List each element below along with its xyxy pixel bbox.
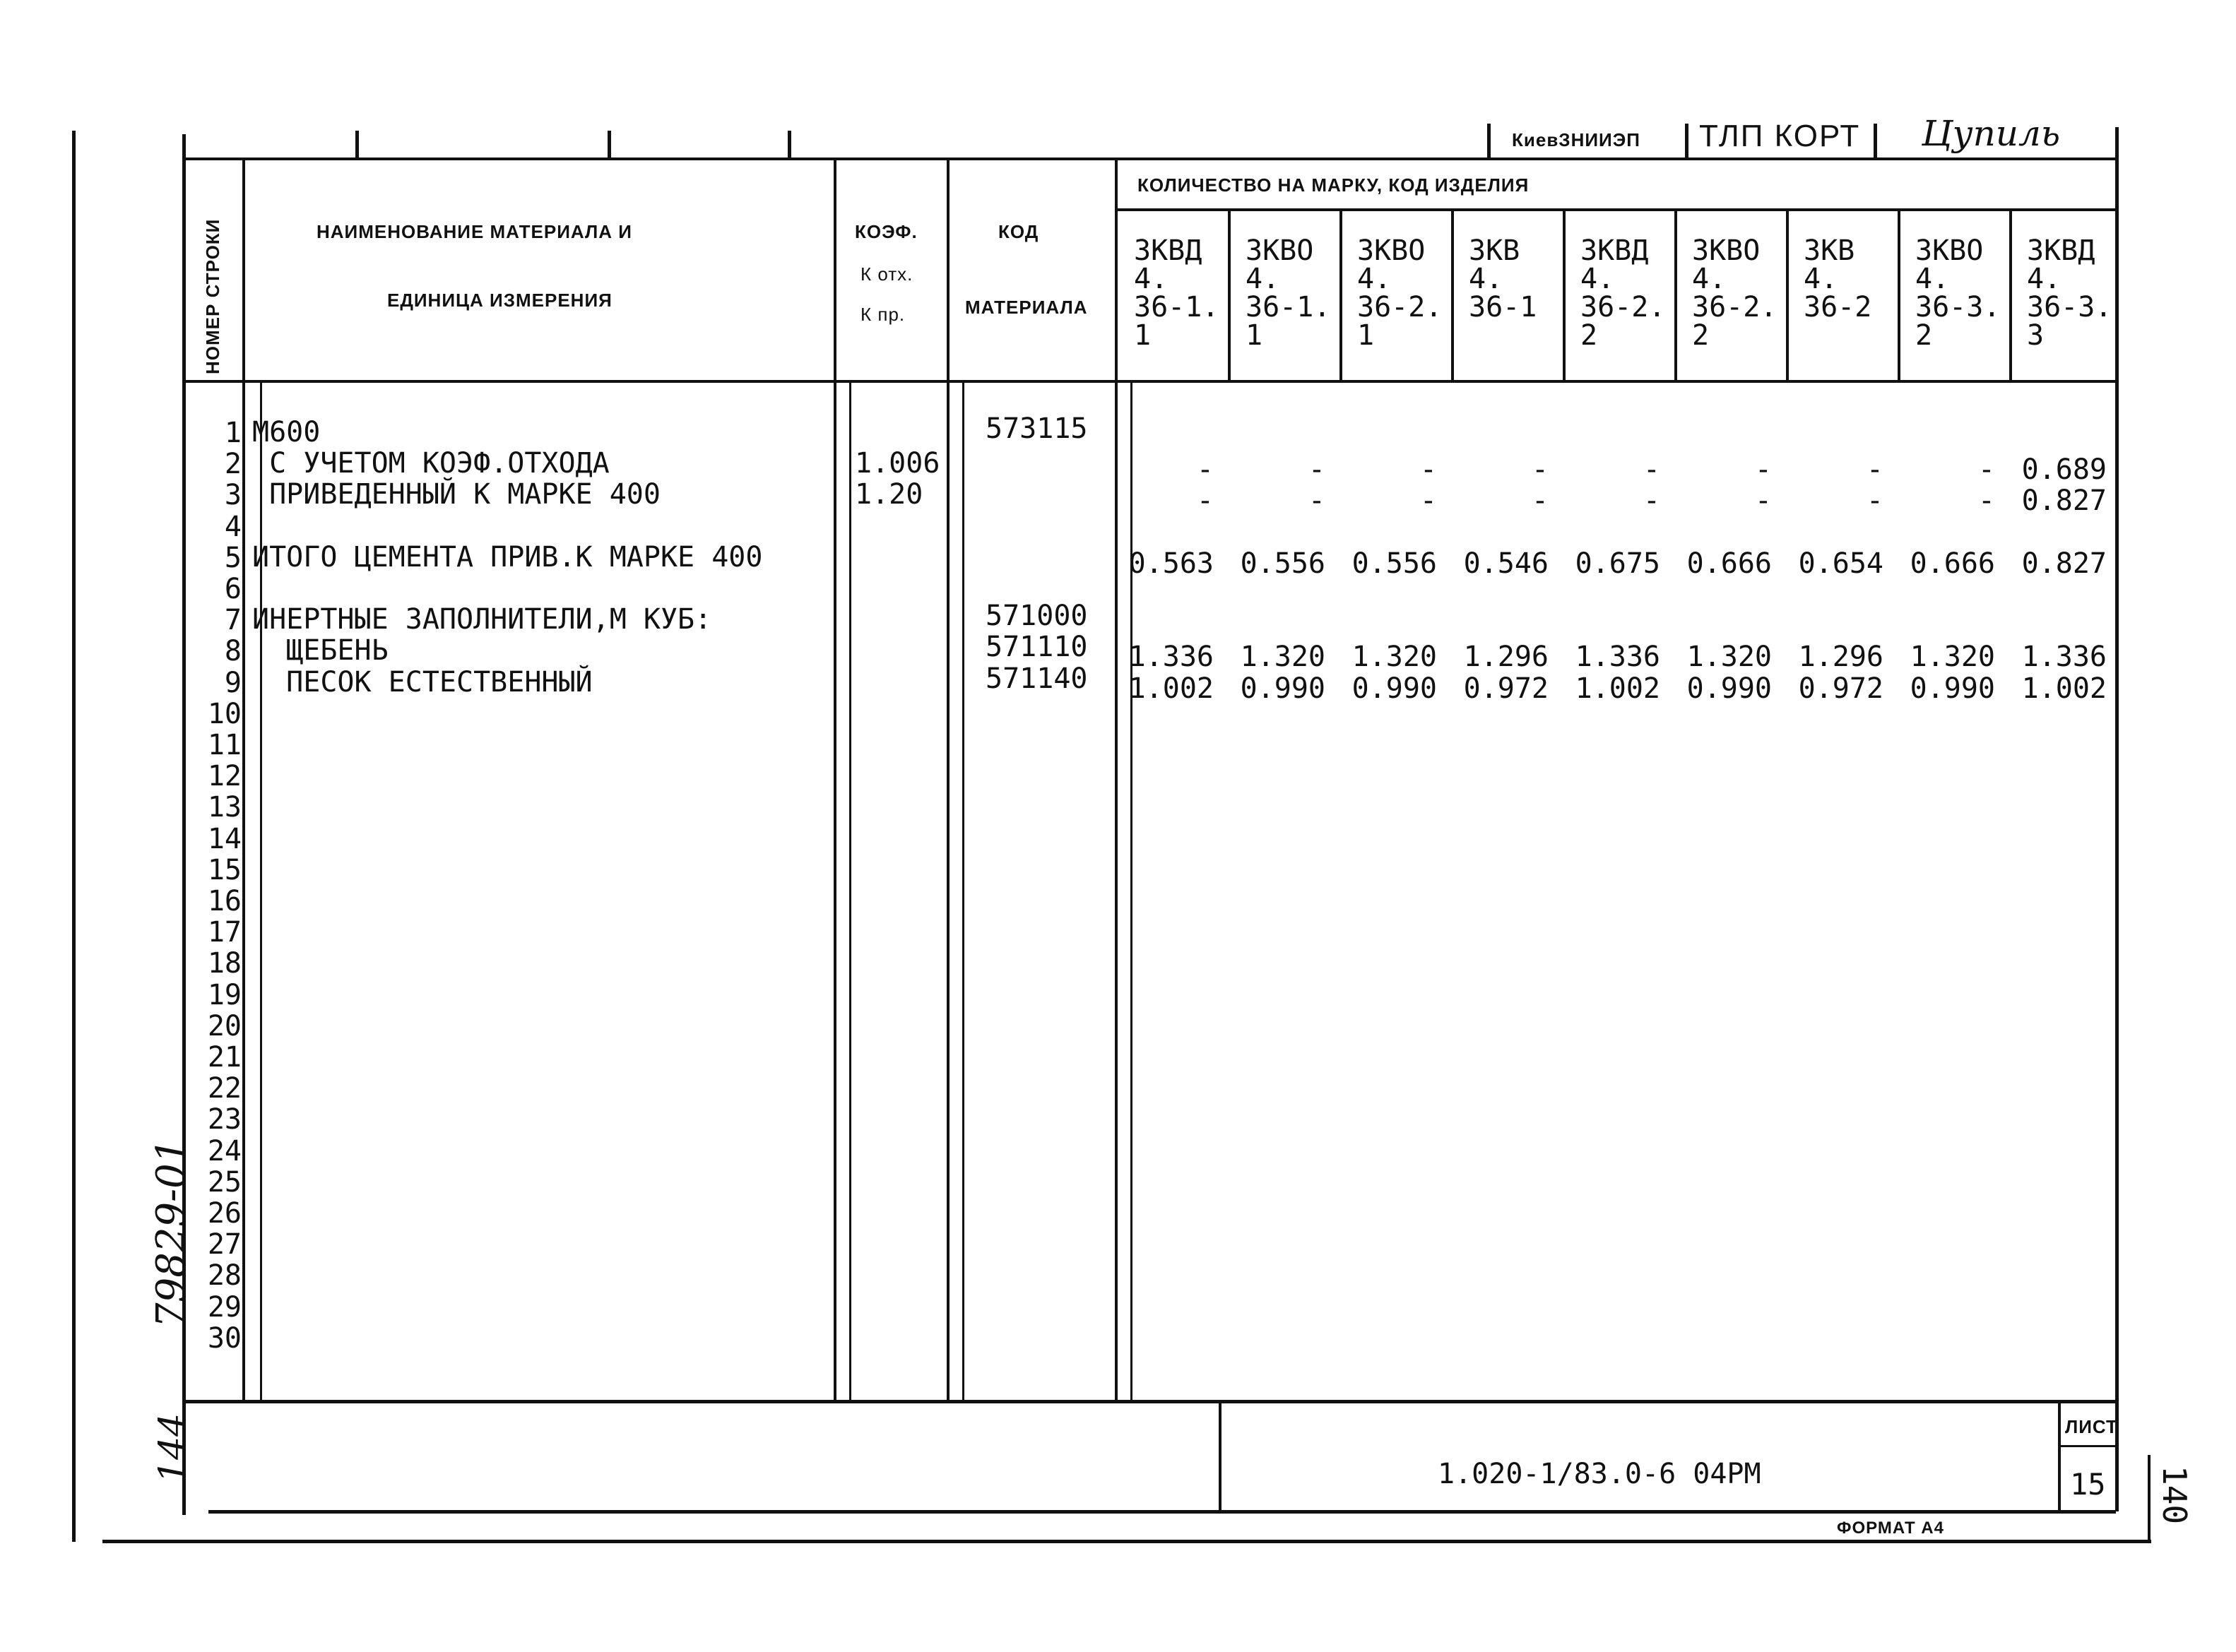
header-bottom-line (182, 380, 2118, 383)
row-number: 28 (207, 1259, 242, 1293)
product-col-divider (1563, 210, 1566, 381)
product-col-divider (1451, 210, 1454, 381)
row-material-code: 571000 (986, 600, 1088, 633)
row-number: 5 (224, 541, 242, 574)
frame-top-line (182, 158, 2118, 160)
col-divider-coef (947, 159, 950, 1402)
col-divider-code (1115, 159, 1118, 1402)
row-quantity-value: 0.666 (1686, 547, 1772, 580)
product-column-header: 3КВО 4. 36-2. 2 (1692, 234, 1777, 352)
row-quantity-value: 1.002 (1575, 672, 1660, 705)
product-column-header: 3КВО 4. 36-1. 1 (1246, 234, 1331, 352)
row-number: 25 (207, 1165, 242, 1199)
row-material-name: М600 (252, 416, 321, 448)
row-quantity-value: - (1196, 453, 1214, 487)
row-quantity-value: - (1531, 485, 1549, 518)
row-quantity-value: - (1643, 453, 1660, 487)
row-number: 6 (224, 573, 242, 605)
row-number: 30 (207, 1321, 242, 1355)
row-number: 9 (224, 666, 242, 699)
row-quantity-value: - (1977, 485, 1995, 518)
row-quantity-value: - (1531, 453, 1549, 487)
row-material-code: 571140 (986, 662, 1088, 695)
row-number: 24 (207, 1134, 242, 1167)
row-number: 29 (207, 1290, 242, 1324)
row-quantity-value: 0.556 (1240, 547, 1325, 580)
row-quantity-value: - (1196, 485, 1214, 518)
code-header-1: КОД (998, 221, 1039, 242)
row-number: 8 (224, 635, 242, 668)
row-quantity-value: 1.320 (1910, 641, 1995, 674)
row-number: 18 (207, 947, 242, 980)
material-name-header-1: НАИМЕНОВАНИЕ МАТЕРИАЛА И (317, 221, 632, 242)
row-number: 12 (207, 760, 242, 793)
footer-sheet-divider (2058, 1402, 2061, 1511)
row-number: 19 (207, 978, 242, 1011)
project-stamp: ТЛП КОРТ (1699, 119, 1861, 153)
row-number: 16 (207, 885, 242, 917)
row-number: 4 (224, 510, 242, 543)
row-material-name: С УЧЕТОМ КОЭФ.ОТХОДА (252, 447, 610, 480)
row-material-name: ПЕСОК ЕСТЕСТВЕННЫЙ (252, 665, 593, 699)
product-column-header: 3КВО 4. 36-2. 1 (1357, 234, 1443, 352)
row-quantity-value: 0.990 (1240, 672, 1325, 705)
row-number: 7 (224, 604, 242, 637)
row-number: 2 (224, 448, 242, 481)
top-tick (608, 131, 611, 160)
row-quantity-value: - (1308, 485, 1325, 518)
row-material-code: 573115 (986, 412, 1088, 445)
material-name-header-2: ЕДИНИЦА ИЗМЕРЕНИЯ (387, 290, 613, 311)
side-mark: 144 (152, 1413, 194, 1483)
row-quantity-value: 1.320 (1240, 641, 1325, 674)
row-quantity-value: 0.563 (1128, 547, 1214, 580)
product-column-header: 3КВО 4. 36-3. 2 (1915, 234, 2001, 352)
product-column-header: 3КВ 4. 36-2 (1804, 234, 1872, 323)
col-divider-code-inner (1130, 381, 1132, 1402)
quantity-title-bottom (1116, 208, 2118, 211)
col-divider-name (834, 159, 836, 1402)
row-number: 23 (207, 1103, 242, 1136)
row-quantity-value: 1.336 (1575, 641, 1660, 674)
row-number: 20 (207, 1009, 242, 1042)
format-label: ФОРМАТ А4 (1837, 1519, 1944, 1538)
product-col-divider (1339, 210, 1342, 381)
footer-side-line (2148, 1455, 2151, 1543)
table-bottom-line (182, 1400, 2118, 1403)
product-column-header: 3КВД 4. 36-2. 2 (1580, 234, 1666, 352)
row-quantity-value: 1.002 (1128, 672, 1214, 705)
row-quantity-value: 0.556 (1351, 547, 1437, 580)
outer-bottom-border (102, 1540, 2151, 1543)
row-material-name: ЩЕБЕНЬ (252, 634, 389, 667)
row-number: 17 (207, 916, 242, 949)
product-column-header: 3КВД 4. 36-1. 1 (1134, 234, 1219, 352)
row-quantity-value: 0.990 (1910, 672, 1995, 705)
row-quantity-value: 0.990 (1686, 672, 1772, 705)
row-coefficient: 1.006 (855, 447, 940, 480)
row-quantity-value: 0.972 (1463, 672, 1549, 705)
top-tick (355, 131, 359, 160)
row-quantity-value: 1.296 (1798, 641, 1883, 674)
product-column-header: 3КВ 4. 36-1 (1469, 234, 1537, 323)
signature: Цупиль (1922, 113, 2061, 154)
row-number: 26 (207, 1197, 242, 1230)
row-number: 3 (224, 479, 242, 512)
frame-right-line (2115, 127, 2119, 1511)
quantity-title: КОЛИЧЕСТВО НА МАРКУ, КОД ИЗДЕЛИЯ (1137, 174, 1530, 196)
inventory-number: 79829-01 (148, 1138, 194, 1328)
code-header-2: МАТЕРИАЛА (965, 297, 1088, 318)
row-material-name: ПРИВЕДЕННЫЙ К МАРКЕ 400 (252, 478, 661, 511)
row-quantity-value: 0.689 (2021, 453, 2107, 487)
col-divider-coef-inner (962, 381, 964, 1402)
row-quantity-value: - (1419, 485, 1437, 518)
frame-bottom-line (208, 1510, 2116, 1514)
coef-header-2: К отх. (860, 263, 913, 285)
row-quantity-value: - (1754, 485, 1772, 518)
row-number: 27 (207, 1228, 242, 1261)
row-material-code: 571110 (986, 631, 1088, 664)
row-quantity-value: 0.675 (1575, 547, 1660, 580)
row-number: 10 (207, 697, 242, 730)
row-quantity-value: - (1866, 485, 1883, 518)
top-tick (1685, 124, 1688, 160)
row-quantity-value: 0.666 (1910, 547, 1995, 580)
row-quantity-value: - (1643, 485, 1660, 518)
row-number: 14 (207, 822, 242, 855)
row-quantity-value: 0.972 (1798, 672, 1883, 705)
col-divider-rownum (242, 159, 245, 1402)
org-stamp: КиевЗНИИЭП (1512, 129, 1640, 150)
row-quantity-value: - (1308, 453, 1325, 487)
row-quantity-value: - (1754, 453, 1772, 487)
row-quantity-value: - (1977, 453, 1995, 487)
product-column-header: 3КВД 4. 36-3. 3 (2027, 234, 2112, 352)
row-quantity-value: 1.336 (2021, 641, 2107, 674)
product-col-divider (2009, 210, 2012, 381)
document-code: 1.020-1/83.0-6 04РМ (1438, 1458, 1761, 1490)
row-quantity-value: 0.654 (1798, 547, 1883, 580)
col-divider-name-inner (849, 381, 851, 1402)
outer-left-border (72, 131, 76, 1542)
row-number: 11 (207, 729, 242, 761)
coef-header-3: К пр. (860, 304, 906, 325)
page-number: 140 (2155, 1466, 2194, 1525)
row-quantity-value: 1.320 (1686, 641, 1772, 674)
row-quantity-value: 1.336 (1128, 641, 1214, 674)
row-quantity-value: 1.320 (1351, 641, 1437, 674)
top-tick (788, 131, 791, 160)
product-col-divider (1228, 210, 1231, 381)
row-quantity-value: 0.546 (1463, 547, 1549, 580)
footer-sheet-label-line (2058, 1445, 2118, 1447)
top-tick (1874, 124, 1877, 160)
row-quantity-value: 0.827 (2021, 485, 2107, 518)
row-coefficient: 1.20 (855, 478, 923, 511)
row-number: 1 (224, 417, 242, 449)
col-divider-rownum-inner (260, 381, 262, 1402)
row-quantity-value: - (1419, 453, 1437, 487)
sheet-label: ЛИСТ (2065, 1416, 2118, 1437)
top-tick (1487, 124, 1491, 160)
row-material-name: ИНЕРТНЫЕ ЗАПОЛНИТЕЛИ,М КУБ: (252, 603, 712, 636)
coef-header-1: КОЭФ. (855, 221, 918, 242)
row-number: 13 (207, 791, 242, 824)
row-number: 21 (207, 1041, 242, 1074)
product-col-divider (1898, 210, 1900, 381)
row-quantity-value: 1.296 (1463, 641, 1549, 674)
footer-divider (1219, 1402, 1221, 1511)
product-col-divider (1674, 210, 1677, 381)
sheet-number: 15 (2070, 1467, 2106, 1502)
row-number: 15 (207, 853, 242, 886)
row-number: 22 (207, 1072, 242, 1105)
row-material-name: ИТОГО ЦЕМЕНТА ПРИВ.К МАРКЕ 400 (252, 540, 763, 574)
row-quantity-value: 1.002 (2021, 672, 2107, 705)
row-quantity-value: 0.827 (2021, 547, 2107, 580)
row-quantity-value: - (1866, 453, 1883, 487)
product-col-divider (1786, 210, 1789, 381)
row-quantity-value: 0.990 (1351, 672, 1437, 705)
row-number-header: НОМЕР СТРОКИ (202, 218, 223, 374)
